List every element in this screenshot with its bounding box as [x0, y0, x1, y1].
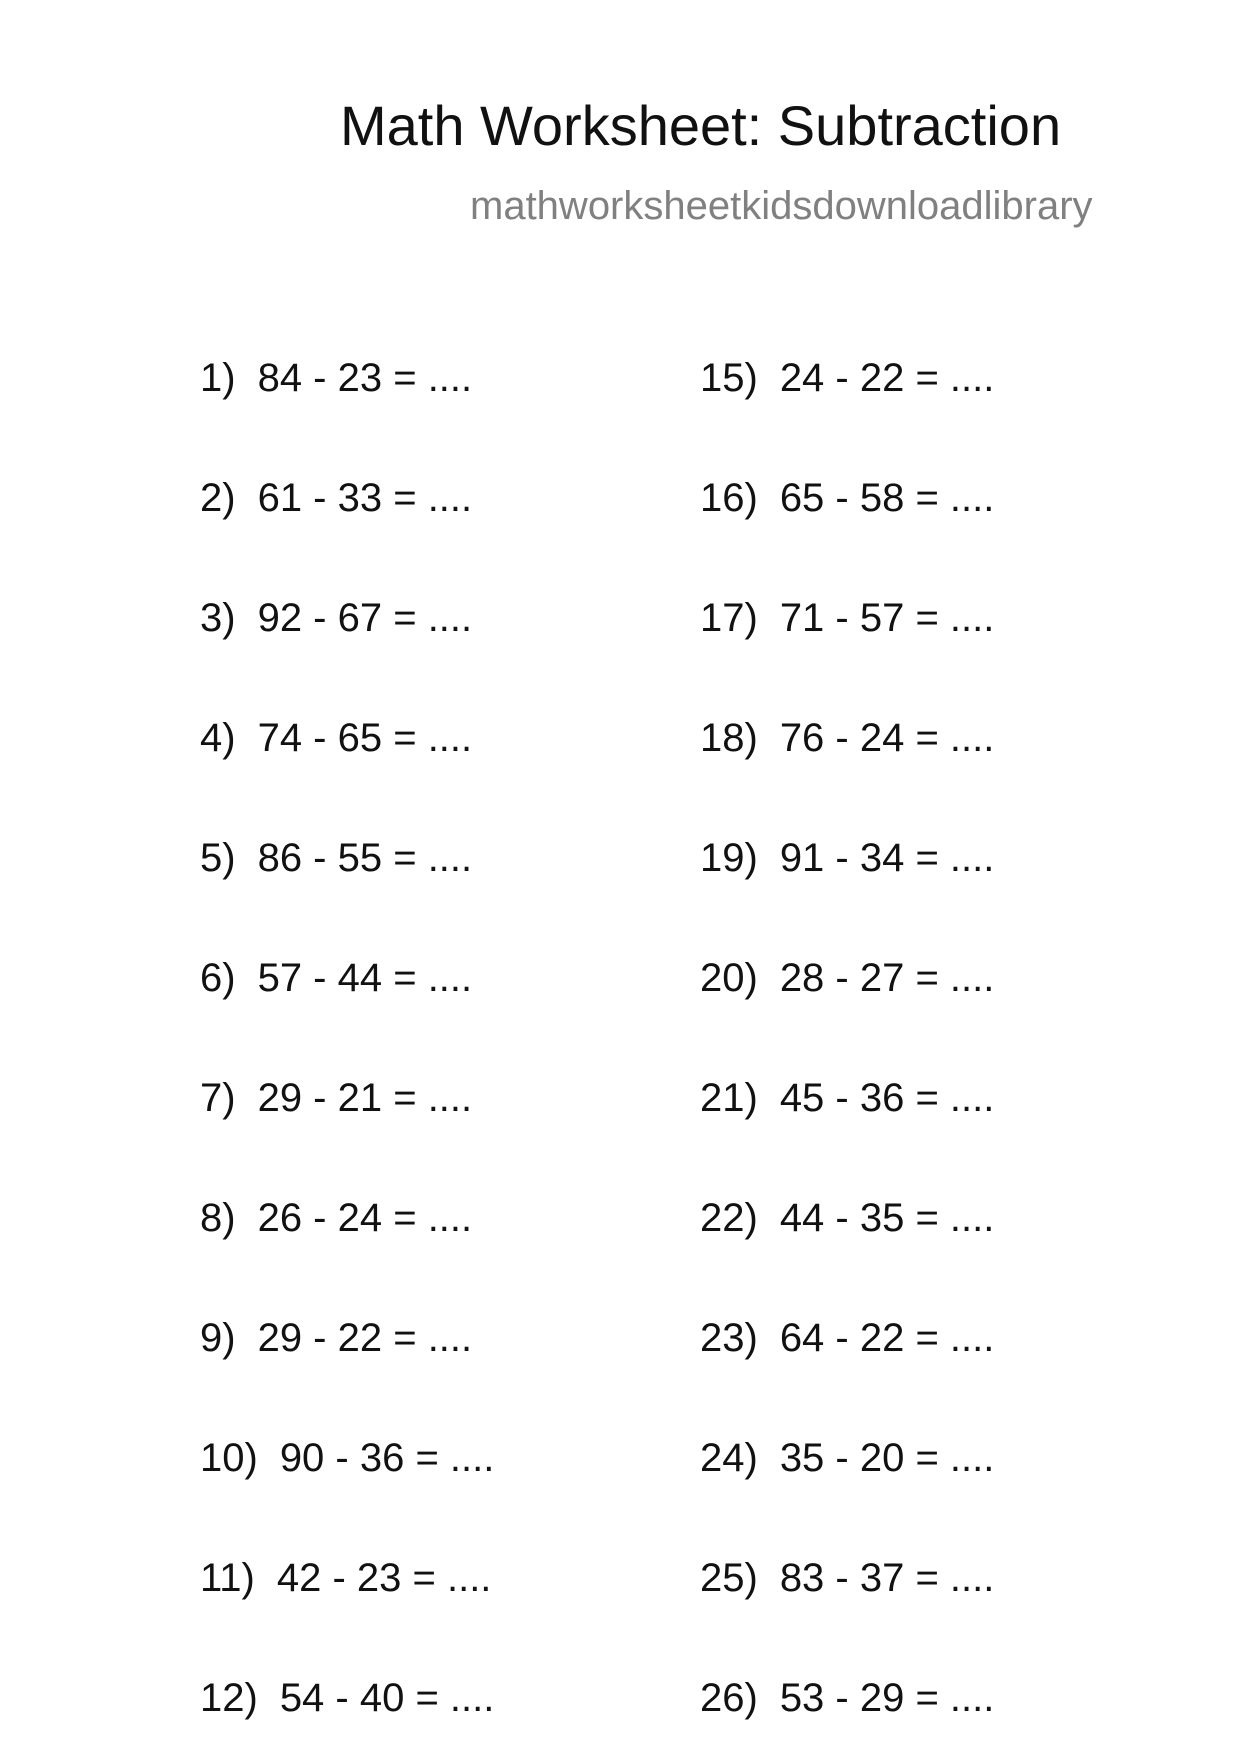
problem-number: 24): [700, 1436, 758, 1480]
problem-expression: 83 - 37 = ....: [779, 1556, 995, 1600]
problem-number: 11): [200, 1556, 255, 1600]
problem-number: 1): [200, 356, 236, 400]
problem-item: [200, 958, 472, 998]
problem-item: [200, 478, 472, 518]
problem-item: [200, 1198, 472, 1238]
problem-item: [200, 1558, 491, 1598]
problem-number: 17): [700, 596, 758, 640]
problem-expression: 57 - 44 = ....: [257, 956, 473, 1000]
problem-expression: 24 - 22 = ....: [779, 356, 995, 400]
worksheet-title: Math Worksheet: Subtraction: [340, 94, 1062, 157]
problem-expression: 44 - 35 = ....: [779, 1196, 995, 1240]
problem-number: 2): [200, 476, 236, 520]
problem-item: [700, 478, 994, 518]
problem-item: [700, 598, 994, 638]
problem-number: 16): [700, 476, 758, 520]
problem-number: 5): [200, 836, 236, 880]
problem-item: [200, 1318, 472, 1358]
problem-item: [200, 1678, 494, 1718]
problem-number: 8): [200, 1196, 236, 1240]
problem-item: [700, 838, 994, 878]
problem-item: [200, 1078, 472, 1118]
problem-expression: 26 - 24 = ....: [257, 1196, 473, 1240]
problem-item: [700, 1678, 994, 1718]
problem-expression: 74 - 65 = ....: [257, 716, 473, 760]
problem-expression: 29 - 22 = ....: [257, 1316, 473, 1360]
problem-expression: 71 - 57 = ....: [779, 596, 995, 640]
problem-item: [700, 358, 994, 398]
problem-expression: 92 - 67 = ....: [257, 596, 473, 640]
problem-number: 10): [200, 1436, 258, 1480]
problem-number: 18): [700, 716, 758, 760]
problem-item: [700, 1558, 994, 1598]
problem-number: 20): [700, 956, 758, 1000]
problem-item: [700, 958, 994, 998]
problem-item: [700, 718, 994, 758]
problem-number: 3): [200, 596, 236, 640]
problem-expression: 54 - 40 = ....: [279, 1676, 495, 1720]
problem-item: [700, 1438, 994, 1478]
problem-number: 15): [700, 356, 758, 400]
problem-item: [200, 598, 472, 638]
problem-number: 12): [200, 1676, 258, 1720]
problem-expression: 35 - 20 = ....: [779, 1436, 995, 1480]
problem-number: 25): [700, 1556, 758, 1600]
problem-number: 7): [200, 1076, 236, 1120]
problem-number: 4): [200, 716, 236, 760]
problem-item: [700, 1078, 994, 1118]
problem-expression: 84 - 23 = ....: [257, 356, 473, 400]
problem-expression: 42 - 23 = ....: [276, 1556, 492, 1600]
problem-expression: 29 - 21 = ....: [257, 1076, 473, 1120]
problem-number: 9): [200, 1316, 236, 1360]
problem-expression: 53 - 29 = ....: [779, 1676, 995, 1720]
problem-expression: 76 - 24 = ....: [779, 716, 995, 760]
problem-number: 21): [700, 1076, 758, 1120]
problem-item: [200, 838, 472, 878]
problem-item: [200, 358, 472, 398]
problem-item: [700, 1198, 994, 1238]
problem-number: 6): [200, 956, 236, 1000]
problem-expression: 45 - 36 = ....: [779, 1076, 995, 1120]
problem-item: [200, 1438, 494, 1478]
problem-expression: 64 - 22 = ....: [779, 1316, 995, 1360]
problem-expression: 65 - 58 = ....: [779, 476, 995, 520]
problem-number: 19): [700, 836, 758, 880]
problem-item: [200, 718, 472, 758]
problem-expression: 61 - 33 = ....: [257, 476, 473, 520]
problem-expression: 86 - 55 = ....: [257, 836, 473, 880]
problem-number: 26): [700, 1676, 758, 1720]
worksheet-subtitle: mathworksheetkidsdownloadlibrary: [470, 184, 1093, 228]
problem-item: [700, 1318, 994, 1358]
problem-number: 22): [700, 1196, 758, 1240]
problem-number: 23): [700, 1316, 758, 1360]
problem-expression: 28 - 27 = ....: [779, 956, 995, 1000]
problem-expression: 90 - 36 = ....: [279, 1436, 495, 1480]
problem-expression: 91 - 34 = ....: [779, 836, 995, 880]
